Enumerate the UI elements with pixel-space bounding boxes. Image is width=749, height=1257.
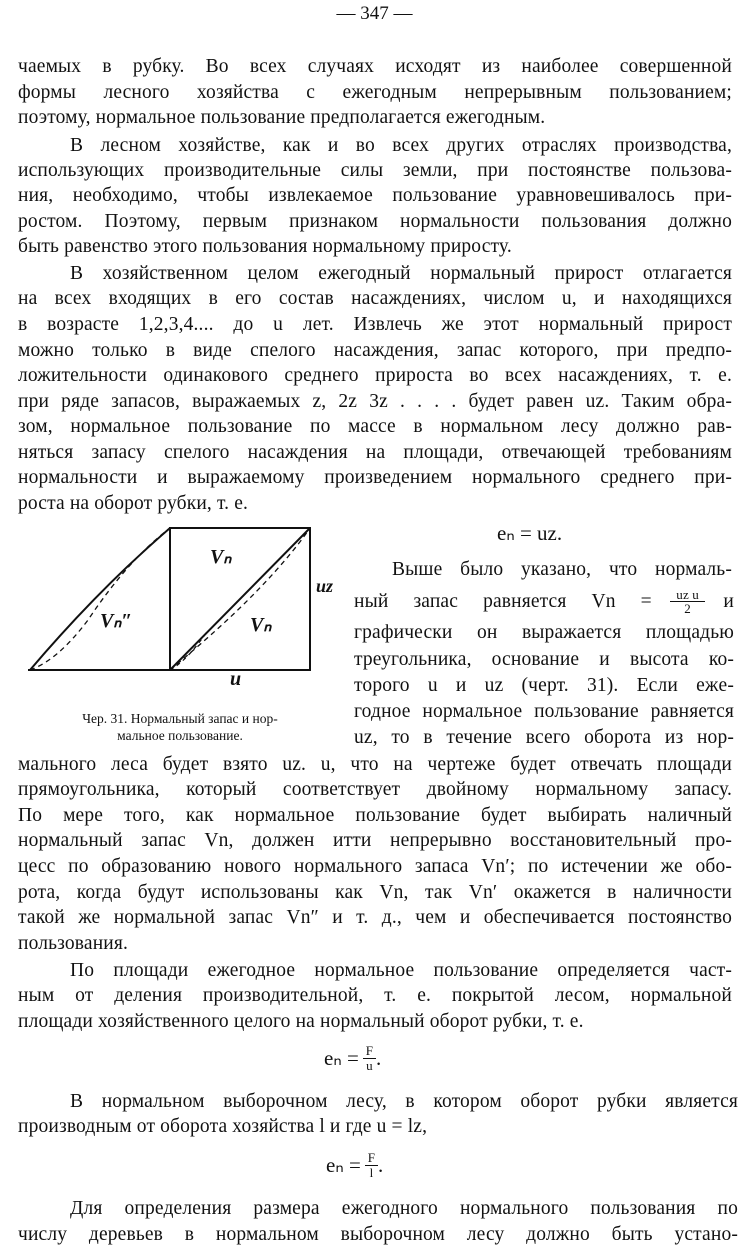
formula-en-f-u (324, 1044, 381, 1073)
text-line: поэтому, нормальное пользование предполагается ежегодным. (18, 107, 546, 128)
text-line: Для определения размера ежегодного нормального пользования по (70, 1198, 738, 1219)
label-u: u (230, 668, 242, 690)
fraction-denominator: 2 (684, 601, 691, 616)
text-line: ным от деления производительной, т. е. покрытой лесом, нормальной (18, 985, 732, 1006)
text-line: нормальности и выражаемому произведением нормального среднего при- (18, 467, 732, 488)
text-line: формы лесного хозяйства с ежегодным непрерывным пользованием; (18, 82, 732, 103)
page-number: — 347 — (336, 3, 413, 24)
text-line: производным от оборота хозяйства l и где u = lz, (18, 1116, 428, 1137)
label-vn-right: Vₙ (250, 614, 272, 636)
text-line: в возрасте 1,2,3,4.... до u лет. Извлечь же этот нормальный прирост (18, 314, 732, 335)
formula-period: . (378, 1153, 384, 1177)
text-line: роста на оборот рубки, т. е. (18, 493, 249, 514)
text-line: ростом. Поэтому, первым признаком нормальности пользования должно (18, 211, 732, 232)
formula-left: eₙ = (324, 1046, 359, 1070)
text-line: В нормальном выборочном лесу, в котором оборот рубки является (70, 1091, 738, 1112)
formula-left: eₙ = (326, 1153, 361, 1177)
label-uz: uz (316, 576, 334, 596)
label-vn-double-prime: Vₙ″ (100, 610, 133, 632)
text-line: Выше было указано, что нормаль- (392, 559, 732, 580)
figure-caption-line-2: мальное пользование. (117, 728, 243, 743)
text-line: графически он выражается площадью (354, 622, 734, 643)
left-dashed-curve (30, 528, 170, 670)
text-line: торого u и uz (черт. 31). Если ежe- (354, 675, 734, 696)
text-line-with-fraction (354, 588, 734, 615)
figure-caption-line-1: Чер. 31. Нормальный запас и нор- (82, 711, 278, 726)
formula-period: . (376, 1046, 382, 1070)
text-line: мального леса будет взято uz. u, что на чертеже будет отвечать площади (18, 754, 732, 775)
formula-denominator: l (369, 1165, 374, 1180)
text-line: зом, нормальное пользование по массе в нормальном лесу должно рав- (18, 416, 732, 437)
figure-31 (18, 520, 358, 700)
left-diagonal (30, 528, 170, 670)
text-line: треугольника, основание и высота ко- (354, 649, 734, 670)
text-line: нормальный запас Vn, должен итти непрерывно восстановительный про- (18, 830, 732, 851)
formula-en-uz: eₙ = uz. (497, 521, 563, 545)
text-fragment: ный запас равняется Vn = (354, 590, 652, 612)
text-line: В хозяйственном целом ежегодный нормальный прирост отлагается (70, 263, 732, 284)
text-line: прямоугольника, который соответствует двойному нормальному запасу. (18, 779, 732, 800)
text-line: По площади ежегодное нормальное пользование определяется част- (70, 960, 732, 981)
text-fragment: и (723, 590, 734, 612)
text-line: няться запасу спелого насаждения на площади, отвечающей требованиям (18, 442, 732, 463)
fraction-numerator: uz u (670, 588, 705, 602)
formula-numerator: F (365, 1151, 378, 1166)
text-line: такой же нормальной запас Vn″ и т. д., чем и обеспечивается постоянство (18, 907, 732, 928)
fraction-vn (670, 588, 705, 615)
text-line: годное нормальное пользование равняется (354, 701, 734, 722)
text-line: быть равенство этого пользования нормальному приросту. (18, 236, 512, 257)
inner-diagonal (170, 528, 310, 670)
text-line: По мере того, как нормальное пользование будет выбирать наличный (18, 805, 732, 826)
label-vn-top: Vₙ (210, 546, 232, 568)
text-line: числу деревьев в нормальном выборочном лесу должно быть устано- (18, 1224, 738, 1245)
text-line: использующих производительные силы земли, при постоянстве пользова- (18, 160, 732, 181)
text-line: чаемых в рубку. Во всех случаях исходят из наиболее совершенной (18, 56, 732, 77)
formula-en-f-l (326, 1151, 383, 1180)
text-line: при ряде запасов, выражаемых z, 2z 3z . . . . будет равен uz. Таким обра- (18, 391, 732, 412)
text-line: В лесном хозяйстве, как и во всех других отраслях производства, (70, 135, 732, 156)
text-line: рота, когда будут использованы как Vn, так Vn′ окажется в наличности (18, 882, 732, 903)
text-line: площади хозяйственного целого на нормальный оборот рубки, т. е. (18, 1011, 584, 1032)
text-line: ния, необходимо, чтобы извлекаемое пользование уравновешивалось при- (18, 185, 732, 206)
text-line: пользования. (18, 933, 129, 954)
formula-numerator: F (363, 1044, 376, 1059)
text-line: uz, то в течение всего оборота из нор- (354, 727, 734, 748)
figure-31-drawing (18, 520, 358, 700)
text-line: ложительности одинакового среднего прироста во всех насаждениях, т. е. (18, 365, 732, 386)
formula-denominator: u (366, 1058, 373, 1073)
formula-fraction (365, 1151, 378, 1180)
text-line: на всех входящих в его состав насаждениях, числом u, и находящихся (18, 288, 732, 309)
text-line: цесс по образованию нового нормального запаса Vn′; по истечении же обо- (18, 856, 732, 877)
text-line: можно только в виде спелого насаждения, запас которого, при предпо- (18, 340, 732, 361)
formula-fraction (363, 1044, 376, 1073)
